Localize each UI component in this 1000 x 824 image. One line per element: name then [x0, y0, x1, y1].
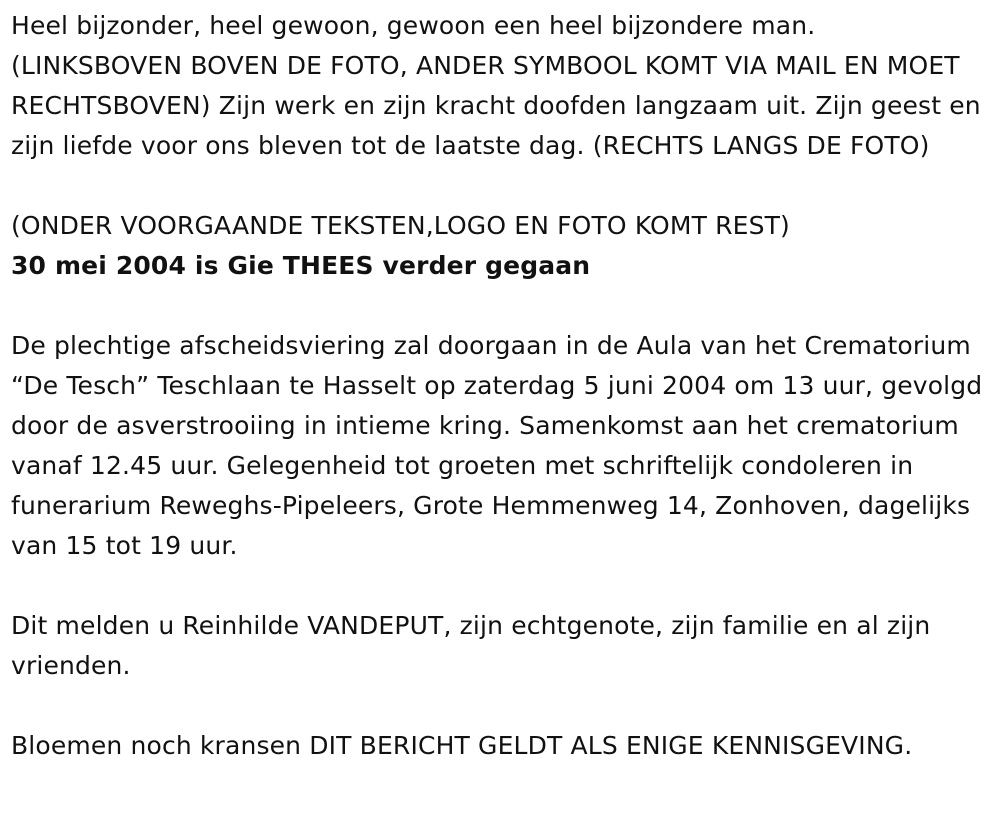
layout-note-paragraph: (ONDER VOORGAANDE TEKSTEN,LOGO EN FOTO KOMT REST): [11, 211, 790, 240]
intro-paragraph: Heel bijzonder, heel gewoon, gewoon een heel bijzondere man. (LINKSBOVEN BOVEN DE FOTO, ANDER SYMBOOL KOMT VIA MAIL EN MOET RECHTSBOVEN) Zijn werk en zijn kracht doofden langzaam uit. Zijn geest en zijn liefde voor ons bleven tot de laatste dag. (RECHTS LANGS DE FOTO): [11, 11, 981, 160]
announcers-paragraph: Dit melden u Reinhilde VANDEPUT, zijn echtgenote, zijn familie en al zijn vrienden.: [11, 611, 931, 680]
spacer: [11, 686, 990, 726]
spacer: [11, 166, 990, 206]
headline: 30 mei 2004 is Gie THEES verder gegaan: [11, 251, 591, 280]
closing-paragraph: Bloemen noch kransen DIT BERICHT GELDT ALS ENIGE KENNISGEVING.: [11, 731, 913, 760]
spacer: [11, 566, 990, 606]
spacer: [11, 286, 990, 326]
ceremony-paragraph: De plechtige afscheidsviering zal doorgaan in de Aula van het Crematorium “De Tesch” Teschlaan te Hasselt op zaterdag 5 juni 2004 om 13 uur, gevolgd door de asverstrooiing in intieme kring. Samenkomst aan het crematorium vanaf 12.45 uur. Gelegenheid tot groeten met schriftelijk condoleren in funerarium Reweghs-Pipeleers, Grote Hemmenweg 14, Zonhoven, dagelijks van 15 tot 19 uur.: [11, 331, 983, 560]
